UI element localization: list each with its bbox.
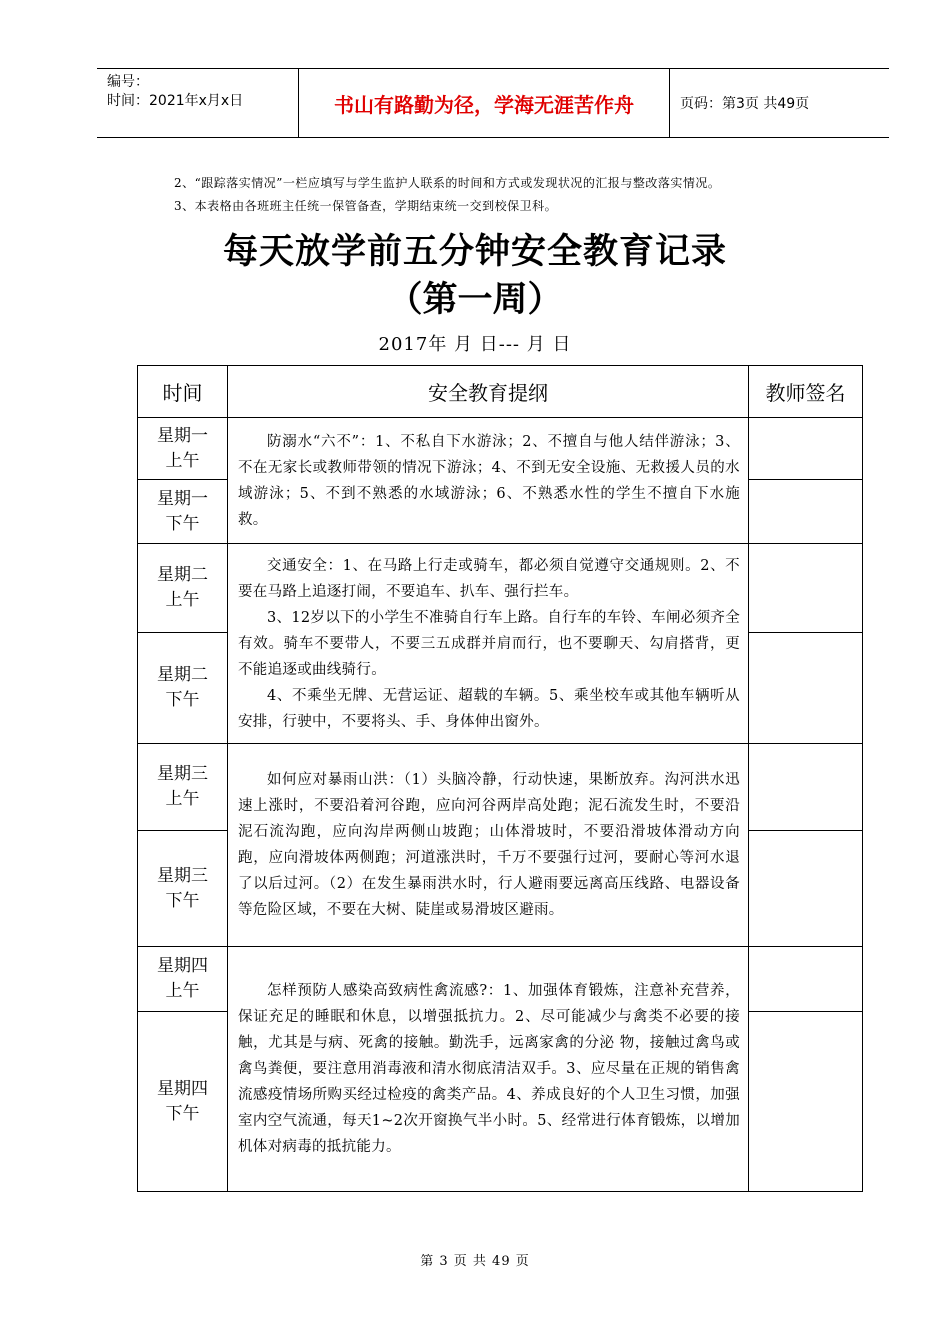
time-label: 时间：2021年x月x日 (107, 93, 244, 109)
day-mon-am: 星期一 上午 (138, 418, 228, 480)
page-title: 每天放学前五分钟安全教育记录 (222, 232, 727, 272)
header-time: 时间 (138, 366, 228, 418)
date-line: 2017年 月 日--- 月 日 (378, 334, 572, 355)
content-mon: 防溺水“六不”：1、不私自下水游泳；2、不擅自与他人结伴游泳；3、不在无家长或教师带领的情况下游泳；4、不到无安全设施、无救援人员的水域游泳；5、不到不熟悉的水域游泳；6、不熟悉水性的学生不擅自下水施救。 (228, 418, 749, 544)
content-tue: 交通安全：1、在马路上行走或骑车，都必须自觉遵守交通规则。2、不要在马路上追逐打闹，不要追车、扒车、强行拦车。 3、12岁以下的小学生不准骑自行车上路。自行车的车铃、车闸必须齐全有效。骑车不要带人，不要三五成群并肩而行，也不要聊天、勾肩搭背，更不能追逐或曲线骑行。 4、不乘坐无牌、无营运证、超载的车辆。5、乘坐校车或其他车辆听从安排，行驶中，不要将头、手、身体伸出窗外。 (228, 544, 749, 744)
day-wed-pm: 星期三 下午 (138, 831, 228, 947)
note-3: 3、本表格由各班班主任统一保管备查，学期结束统一交到校保卫科。 (174, 199, 558, 213)
signature-thu-am[interactable] (749, 947, 863, 1012)
signature-wed-pm[interactable] (749, 831, 863, 947)
header-page-info: 页码：第3页 共49页 (680, 96, 810, 112)
signature-mon-am[interactable] (749, 418, 863, 480)
signature-tue-pm[interactable] (749, 633, 863, 744)
signature-wed-am[interactable] (749, 744, 863, 831)
page-footer: 第 3 页 共 49 页 (420, 1254, 530, 1269)
note-2: 2、“跟踪落实情况”一栏应填写与学生监护人联系的时间和方式或发现状况的汇报与整改落实情况。 (174, 176, 721, 190)
header-signature: 教师签名 (749, 366, 863, 418)
code-label: 编号： (107, 74, 149, 90)
header-outline: 安全教育提纲 (228, 366, 749, 418)
content-wed: 如何应对暴雨山洪：（1）头脑冷静，行动快速，果断放弃。沟河洪水迅速上涨时，不要沿着河谷跑，应向河谷两岸高处跑；泥石流发生时，不要沿泥石流沟跑，应向沟岸两侧山坡跑；山体滑坡时，不要沿滑坡体滑动方向跑，应向滑坡体两侧跑；河道涨洪时，千万不要强行过河，要耐心等河水退了以后过河。（2）在发生暴雨洪水时，行人避雨要远离高压线路、电器设备等危险区域，不要在大树、陡崖或易滑坡区避雨。 (228, 744, 749, 947)
header-slogan: 书山有路勤为径，学海无涯苦作舟 (299, 69, 670, 137)
day-mon-pm: 星期一 下午 (138, 480, 228, 544)
signature-mon-pm[interactable] (749, 480, 863, 544)
day-thu-pm: 星期四 下午 (138, 1012, 228, 1192)
page-subtitle: （第一周） (387, 280, 563, 320)
header-meta (97, 69, 299, 137)
content-thu: 怎样预防人感染高致病性禽流感?：1、加强体育锻炼，注意补充营养，保证充足的睡眠和休息，以增强抵抗力。2、尽可能减少与禽类不必要的接触，尤其是与病、死禽的接触。勤洗手，远离家禽的分泌 物，接触过禽鸟或禽鸟粪便，要注意用消毒液和清水彻底清洁双手。3、应尽量在正规的销售禽流感疫情场所购买经过检疫的禽类产品。4、养成良好的个人卫生习惯，加强室内空气流通，每天1~2次开窗换气半小时。5、经常进行体育锻炼，以增加机体对病毒的抵抗能力。 (228, 947, 749, 1192)
education-record-table (137, 365, 863, 1192)
day-thu-am: 星期四 上午 (138, 947, 228, 1012)
day-tue-pm: 星期二 下午 (138, 633, 228, 744)
page-header (97, 68, 889, 138)
signature-thu-pm[interactable] (749, 1012, 863, 1192)
day-wed-am: 星期三 上午 (138, 744, 228, 831)
day-tue-am: 星期二 上午 (138, 544, 228, 633)
signature-tue-am[interactable] (749, 544, 863, 633)
